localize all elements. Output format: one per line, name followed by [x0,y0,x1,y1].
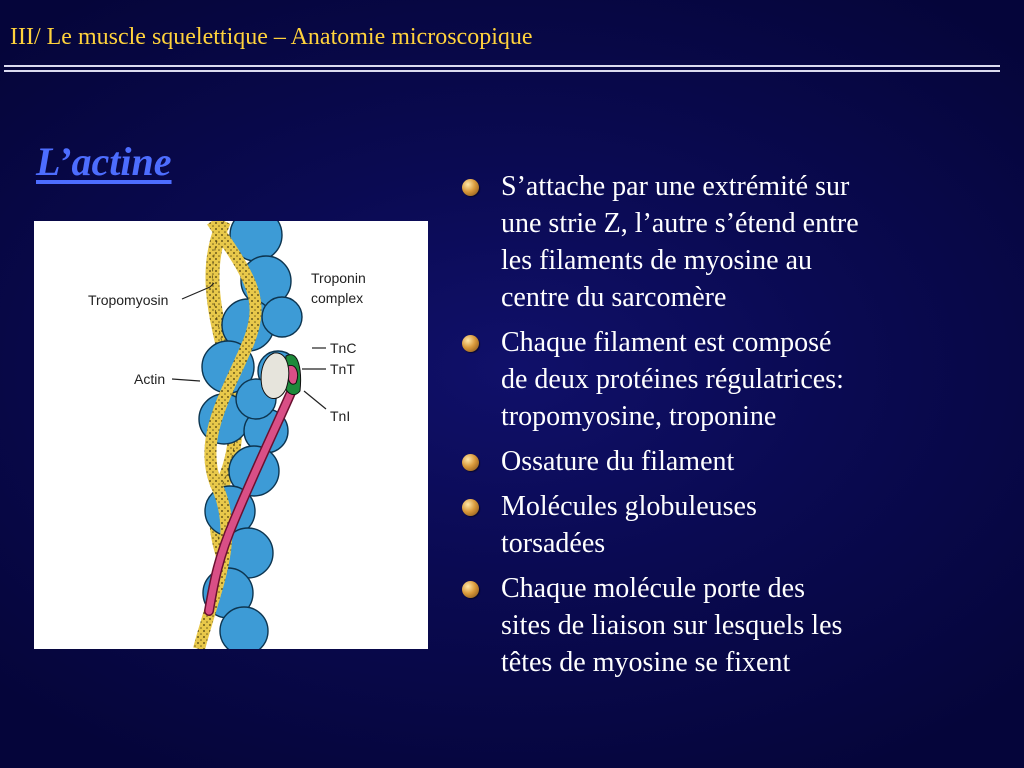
label-complex: complex [311,290,364,306]
bullet-icon [462,499,479,516]
list-item [462,168,952,316]
bullet-text: Ossature du filament [501,446,735,477]
label-tnt: TnT [330,361,355,377]
label-tni: TnI [330,408,351,424]
label-tropomyosin: Tropomyosin [88,292,169,308]
list-item [462,570,952,681]
bullet-icon [462,454,479,471]
header-divider-line [4,65,1000,67]
actin-globule [220,607,268,649]
list-item [462,324,952,435]
list-item [462,488,952,562]
bullet-text: Chaque molécule porte des sites de liaison sur lesquels les têtes de myosine se fixent [501,573,843,678]
header-divider-line [4,70,1000,72]
bullet-text: Chaque filament est composé de deux protéines régulatrices: tropomyosine, troponine [501,327,844,432]
label-tnc: TnC [330,340,357,356]
actin-filament-diagram [34,221,428,649]
slide-header-title: III/ Le muscle squelettique – Anatomie microscopique [10,24,533,50]
actin-globule [262,297,302,337]
bullet-icon [462,335,479,352]
list-item [462,443,952,480]
bullet-list [462,168,952,689]
bullet-icon [462,179,479,196]
label-troponin: Troponin [311,270,366,286]
section-title: L’actine [36,139,172,184]
label-actin: Actin [134,371,166,387]
bullet-text: Molécules globuleuses torsadées [501,491,757,559]
bullet-text: S’attache par une extrémité sur une strie Z, l’autre s’étend entre les filaments de myosine au centre du sarcomère [501,171,859,313]
bullet-icon [462,581,479,598]
